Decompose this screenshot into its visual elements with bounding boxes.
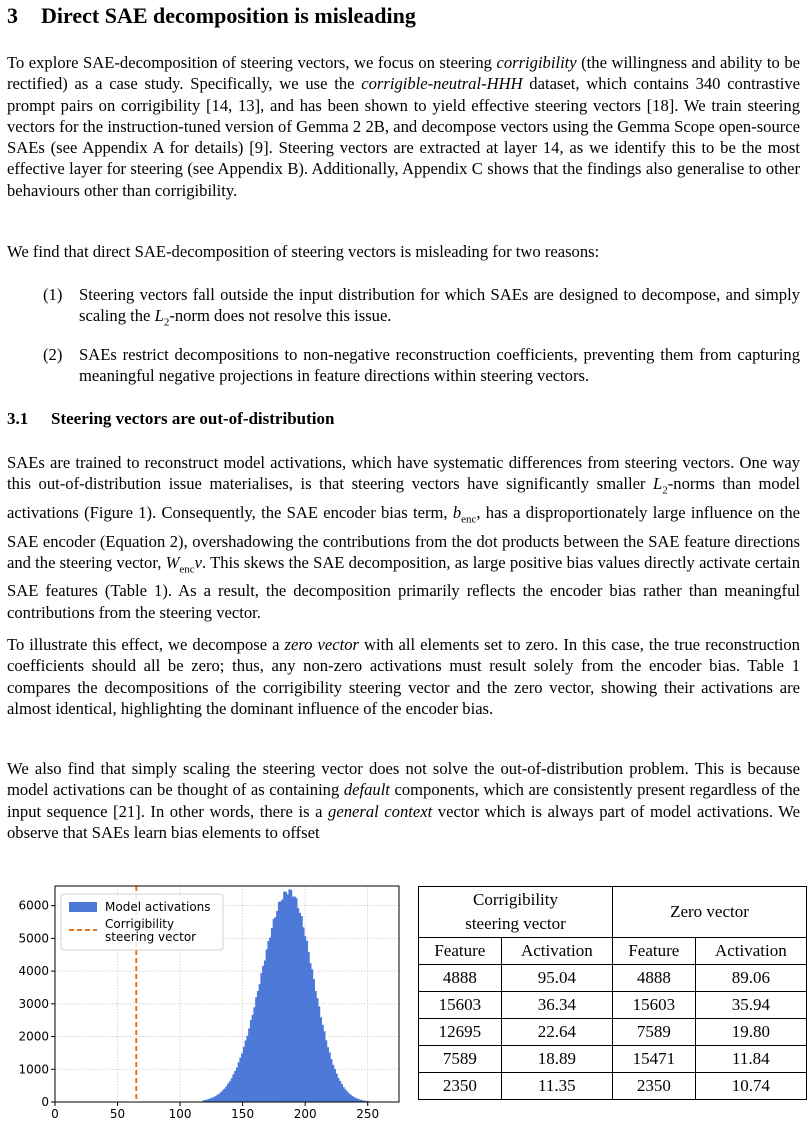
- histogram-bar: [343, 1087, 345, 1102]
- histogram-bar: [217, 1095, 219, 1102]
- table-cell: 95.04: [501, 965, 612, 992]
- y-tick-label: 5000: [18, 931, 49, 946]
- table-cell: 7589: [612, 1019, 695, 1046]
- table-cell: 12695: [419, 1019, 502, 1046]
- section-number: 3: [7, 3, 18, 28]
- histogram-bar: [246, 1036, 248, 1102]
- table-col-header: Activation: [501, 938, 612, 965]
- subsection-number: 3.1: [7, 409, 29, 428]
- histogram-bar: [211, 1098, 213, 1102]
- table-cell: 11.35: [501, 1073, 612, 1100]
- legend-label-steering: Corrigibility: [105, 917, 175, 931]
- table-cell: 4888: [612, 965, 695, 992]
- histogram-bar: [339, 1081, 341, 1102]
- histogram-bar: [341, 1084, 343, 1102]
- histogram-bar: [316, 998, 318, 1102]
- histogram-bar: [273, 919, 275, 1102]
- histogram-bar: [266, 949, 268, 1102]
- histogram-bar: [227, 1084, 229, 1102]
- table-cell: 2350: [419, 1073, 502, 1100]
- histogram-bar: [281, 899, 283, 1102]
- histogram-bar: [309, 963, 311, 1102]
- histogram-bar: [351, 1096, 353, 1102]
- histogram-bar: [327, 1047, 329, 1102]
- histogram-bar: [311, 969, 313, 1102]
- table-col-header: Activation: [695, 938, 806, 965]
- histogram-bar: [239, 1058, 241, 1102]
- table-row: [419, 965, 807, 992]
- histogram-bar: [308, 952, 310, 1102]
- histogram-bar: [320, 1017, 322, 1102]
- table-body: [419, 965, 807, 1100]
- histogram-bar: [222, 1090, 224, 1102]
- histogram-bar: [306, 941, 308, 1102]
- table-cell: 15471: [612, 1046, 695, 1073]
- histogram-bar: [225, 1086, 227, 1102]
- histogram-bar: [285, 892, 287, 1102]
- histogram-bar: [325, 1040, 327, 1102]
- histogram-bar: [276, 911, 278, 1102]
- histogram-bar: [315, 991, 317, 1102]
- table-cell: 36.34: [501, 992, 612, 1019]
- table-group-header: Corrigibility steering vector: [419, 887, 613, 938]
- histogram-bar: [259, 984, 261, 1102]
- y-tick-label: 0: [41, 1095, 49, 1109]
- histogram-bar: [302, 927, 304, 1102]
- y-tick-label: 1000: [18, 1062, 49, 1077]
- histogram-bar: [213, 1097, 215, 1102]
- histogram-bar: [318, 1006, 320, 1102]
- x-tick-label: 0: [51, 1107, 59, 1121]
- table-group-header: Zero vector: [612, 887, 806, 938]
- histogram-bar: [245, 1040, 247, 1102]
- legend-label-activations: Model activations: [105, 900, 211, 914]
- section-title: Direct SAE decomposition is misleading: [41, 3, 416, 28]
- histogram-bar: [271, 928, 273, 1102]
- table-cell: 19.80: [695, 1019, 806, 1046]
- histogram-bar: [297, 908, 299, 1102]
- reason-item: (1) Steering vectors fall outside the input distribution for which SAEs are designed to decompose, and simply scaling the $L_2$-norm does not resolve this issue.: [43, 285, 800, 329]
- y-tick-label: 6000: [18, 898, 49, 913]
- x-tick-label: 200: [293, 1107, 317, 1121]
- table-cell: 7589: [419, 1046, 502, 1073]
- table-cell: 35.94: [695, 992, 806, 1019]
- histogram-bar: [248, 1028, 250, 1102]
- histogram-bar: [334, 1069, 336, 1102]
- histogram-bar: [220, 1092, 222, 1102]
- histogram-bar: [350, 1095, 352, 1102]
- histogram-bar: [348, 1093, 350, 1102]
- histogram-bar: [260, 973, 262, 1102]
- x-tick-label: 100: [168, 1107, 192, 1121]
- histogram-bar: [262, 966, 264, 1102]
- histogram-bar: [283, 892, 285, 1102]
- histogram-bar: [304, 936, 306, 1102]
- histogram-bar: [269, 938, 271, 1102]
- histogram-bar: [257, 991, 259, 1102]
- table-row: [419, 1073, 807, 1100]
- histogram-bar: [346, 1091, 348, 1102]
- histogram-chart: [7, 880, 407, 1126]
- histogram-bar: [250, 1020, 252, 1102]
- histogram-bar: [267, 941, 269, 1102]
- histogram-bar: [215, 1096, 217, 1102]
- x-tick-label: 150: [231, 1107, 255, 1121]
- decomposition-table: [418, 886, 807, 1100]
- reason-item: (2) SAEs restrict decompositions to non-negative reconstruction coefficients, preventing them from capturing meaningful negative projections in feature directions within steering vectors.: [43, 344, 800, 386]
- histogram-bar: [290, 890, 292, 1102]
- chart-legend: [61, 894, 223, 950]
- figure-histogram: [7, 880, 407, 1126]
- paragraph-ood: SAEs are trained to reconstruct model activations, which have systematic differences from steering vectors. One way this out-of-distribution issue materialises, is that steering vectors have significantly smaller $L_2$-norms than model activations (Figure 1). Consequently, the SAE encoder bias term, $b_{enc}$, has a disproportionately large influence on the SAE encoder (Equation 2), overshadowing the contributions from the dot products between the SAE feature directions and the steering vector, $W_{enc}v$. This skews the SAE decomposition, as large positive bias values directly activate certain SAE features (Table 1). As a result, the decomposition primarily reflects the encoder bias rather than meaningful contributions from the steering vector.: [7, 453, 801, 622]
- table-cell: 18.89: [501, 1046, 612, 1073]
- histogram-bar: [288, 889, 290, 1102]
- paragraph-zero-vector: To illustrate this effect, we decompose a zero vector with all elements set to zero. In this case, the true reconstruction coefficients should all be zero; thus, any non-zero activations must result solely from the encoder bias. Table 1 compares the decompositions of the corrigibility steering vector and the zero vector, showing their activations are almost identical, highlighting the dominant influence of the encoder bias.: [7, 635, 800, 718]
- table-cell: 11.84: [695, 1046, 806, 1073]
- table-cell: 89.06: [695, 965, 806, 992]
- histogram-bar: [264, 960, 266, 1102]
- histogram-bar: [236, 1067, 238, 1102]
- subsection-title: Steering vectors are out-of-distribution: [51, 409, 335, 428]
- paragraph-reasons-intro: We find that direct SAE-decomposition of steering vectors is misleading for two reasons:: [7, 242, 600, 261]
- table-cell: 15603: [419, 992, 502, 1019]
- histogram-bar: [252, 1015, 254, 1102]
- table-cell: 2350: [612, 1073, 695, 1100]
- histogram-bar: [337, 1078, 339, 1102]
- x-tick-label: 250: [356, 1107, 380, 1121]
- subsection-heading: [7, 408, 334, 430]
- histogram-bar: [232, 1074, 234, 1102]
- histogram-bar: [329, 1052, 331, 1102]
- histogram-bar: [278, 902, 280, 1102]
- histogram-bar: [299, 913, 301, 1102]
- histogram-bar: [301, 916, 303, 1102]
- histogram-bar: [255, 997, 257, 1102]
- histogram-bar: [287, 894, 289, 1102]
- histogram-bar: [344, 1089, 346, 1102]
- x-tick-label: 50: [109, 1107, 126, 1121]
- histogram-bar: [210, 1098, 212, 1102]
- table-row: [419, 1046, 807, 1073]
- histogram-bar: [234, 1071, 236, 1102]
- histogram-bar: [353, 1097, 355, 1102]
- histogram-bar: [292, 897, 294, 1102]
- histogram-bar: [243, 1047, 245, 1102]
- table-cell: 22.64: [501, 1019, 612, 1046]
- histogram-bar: [323, 1031, 325, 1102]
- histogram-bar: [241, 1053, 243, 1102]
- histogram-bar: [336, 1074, 338, 1102]
- reasons-list: [43, 284, 800, 397]
- histogram-bar: [330, 1059, 332, 1102]
- histogram-bar: [295, 898, 297, 1102]
- table-col-header: Feature: [419, 938, 502, 965]
- paragraph-scaling: We also find that simply scaling the steering vector does not solve the out-of-distribution problem. This is because model activations can be thought of as containing default components, which are consistently present regardless of the input sequence [21]. In other words, there is a general context vector which is always part of model activations. We observe that SAEs learn bias elements to offset: [7, 759, 801, 842]
- y-tick-label: 4000: [18, 964, 49, 979]
- section-heading: [7, 2, 416, 30]
- table-cell: 15603: [612, 992, 695, 1019]
- histogram-bar: [355, 1098, 357, 1102]
- histogram-bars: [203, 889, 380, 1102]
- table-col-header: Feature: [612, 938, 695, 965]
- table-cell: 10.74: [695, 1073, 806, 1100]
- paragraph-intro: To explore SAE-decomposition of steering vectors, we focus on steering corrigibility (the willingness and ability to be rectified) as a case study. Specifically, we use the corrigible-neutral-HHH dataset, which contains 340 contrastive prompt pairs on corrigibility [14, 13], and has been shown to yield effective steering vectors [18]. We train steering vectors for the instruction-tuned version of Gemma 2 2B, and decompose vectors using the Gemma Scope open-source SAEs (see Appendix A for details) [9]. Steering vectors are extracted at layer 14, as we identify this to be the most effective layer for steering (see Appendix B). Additionally, Appendix C shows that the findings also generalise to other behaviours other than corrigibility.: [7, 53, 800, 200]
- histogram-bar: [332, 1065, 334, 1102]
- histogram-bar: [280, 901, 282, 1102]
- histogram-bar: [229, 1081, 231, 1102]
- histogram-bar: [313, 979, 315, 1102]
- histogram-bar: [274, 917, 276, 1102]
- histogram-bar: [238, 1062, 240, 1102]
- histogram-bar: [253, 1007, 255, 1102]
- legend-swatch-activations: [69, 902, 97, 912]
- histogram-bar: [224, 1089, 226, 1102]
- y-tick-label: 2000: [18, 1029, 49, 1044]
- table-cell: 4888: [419, 965, 502, 992]
- histogram-bar: [231, 1078, 233, 1102]
- y-tick-label: 3000: [18, 996, 49, 1011]
- histogram-bar: [322, 1025, 324, 1102]
- histogram-bar: [294, 896, 296, 1102]
- table-row: [419, 1019, 807, 1046]
- legend-label-steering: steering vector: [105, 930, 197, 944]
- histogram-bar: [218, 1094, 220, 1102]
- table-row: [419, 992, 807, 1019]
